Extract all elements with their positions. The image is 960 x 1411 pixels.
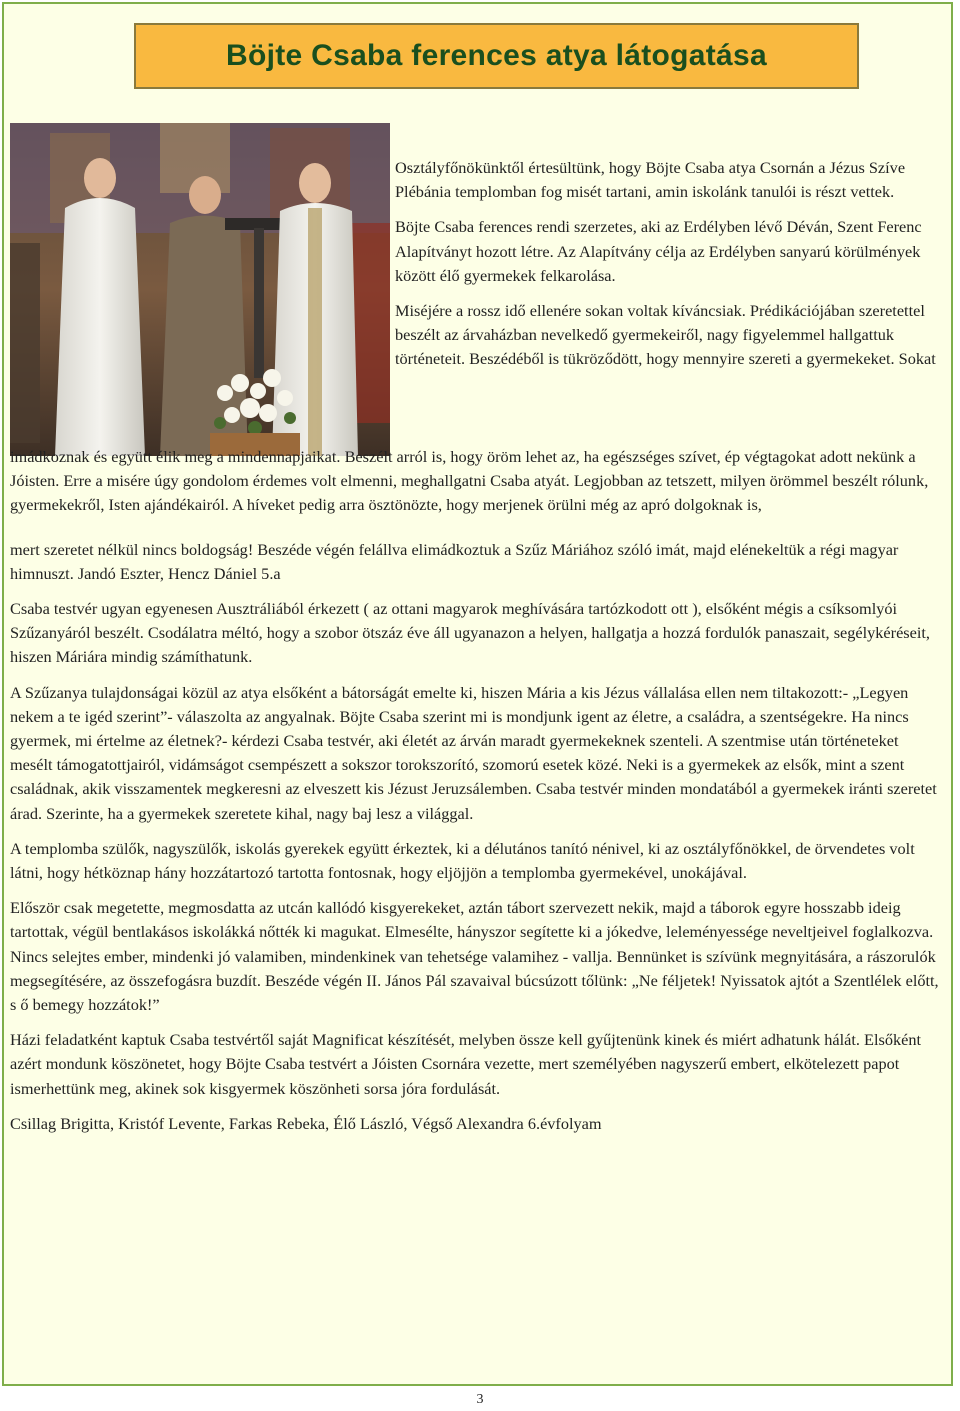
page-title: Böjte Csaba ferences atya látogatása bbox=[225, 39, 768, 72]
intro-paragraph: Böjte Csaba ferences rendi szerzetes, aki az Erdélyben lévő Déván, Szent Ferenc Alapítványt hozott létre. Az Alapítvány célja az Erdélyben sanyarú körülmények között élő gyermekek felkarolása. bbox=[395, 217, 922, 285]
intro-column bbox=[395, 156, 945, 383]
title-banner bbox=[134, 23, 859, 89]
body-paragraph: mert szeretet nélkül nincs boldogság! Beszéde végén felállva elimádkoztuk a Szűz Máriához szóló imát, majd elénekeltük a régi magyar himnuszt. Jandó Eszter, Hencz Dániel 5.a bbox=[10, 539, 899, 583]
article-body bbox=[10, 445, 945, 1147]
authors-line: Csillag Brigitta, Kristóf Levente, Farkas Rebeka, Élő László, Végső Alexandra 6.évfolyam bbox=[10, 1113, 602, 1133]
intro-paragraph: Osztályfőnökünktől értesültünk, hogy Böjte Csaba atya Csornán a Jézus Szíve Plébánia templomban fog misét tartani, amin iskolánk tanulói is részt vettek. bbox=[395, 158, 906, 202]
body-paragraph: Először csak megetette, megmosdatta az utcán kallódó kisgyerekeket, aztán tábort szervezett nekik, majd a táborok egyre hosszabb ideig tartottak, végül bentlakásos iskolákká nőtték ki magukat. Elmesélte, hányszor segítette ki a jókedve, leleményessége neveltjeivel foglalkozva. Nincs selejtes ember, mindenki jó valamiben, mindenkinek van tehetsége valamihez - vallja. Bennünket is szívünk megnyitására, a rászorulók megsegítésére, az összefogásra buzdít. Beszéde végén II. János Pál szavaival búcsúzott tőlünk: „Ne féljetek! Nyissatok ajtót a Szentlélek előtt, s ő bemegy hozzátok!” bbox=[10, 898, 939, 1015]
body-paragraph: A Szűzanya tulajdonságai közül az atya elsőként a bátorságát emelte ki, hiszen Mária a kis Jézus vállalása ellen nem tiltakozott:- „Legyen nekem a te igéd szerint”- válaszolta az angyalnak. Böjte Csaba szerint mi is mondjunk igent az életre, a családra, a szentségekre. Ha nincs gyermek, mi értelme az életnek?- kérdezi Csaba testvér, aki életét az árván maradt gyermekeknek szenteli. A szentmise után történeteket mesélt támogatottjairól, vidámságot csempészett a sokszor torokszorító, szomorú esetek közé. Neki is a gyermekek az elsők, mint a szent családnak, akik visszamentek megkeresni az elveszett kis Jézust Jeruzsálemben. Csaba testvér minden mondatából a gyermekek iránti szeretet árad. Szerinte, ha a gyermekek szeretete kihal, nagy baj lesz a világgal. bbox=[10, 682, 937, 823]
body-paragraph: imádkoznak és együtt élik meg a mindennapjaikat. Beszélt arról is, hogy öröm lehet az, ha egészséges szívet, ép végtagokat adott nekünk a Jóisten. Erre a misére úgy gondolom érdemes volt elmenni, meghallgatni Csaba atyát. Legjobban az tetszett, milyen örömmel beszélt rólunk, gyermekekről, Isten ajándékairól. A híveket pedig arra ösztönözte, hogy merjenek örülni még az apró dolgoknak is, bbox=[10, 447, 929, 515]
body-paragraph: Csaba testvér ugyan egyenesen Ausztráliából érkezett ( az ottani magyarok meghívására tartózkodott ott ), elsőként mégis a csíksomlyói Szűzanyáról beszélt. Csodálatra méltó, hogy a szobor ötszáz éve áll ugyanazon a helyen, hallgatja a hozzá fordulók panaszait, segélykéréseit, hiszen Máriára mindig számíthatunk. bbox=[10, 599, 930, 667]
page-number: 3 bbox=[476, 1392, 484, 1407]
church-photo bbox=[10, 123, 390, 456]
body-paragraph: A templomba szülők, nagyszülők, iskolás gyerekek együtt érkeztek, ki a délutános tanító nénivel, ki az osztályfőnökkel, de örvendetes volt látni, hogy hétköznap hány hozzátartozó tartotta fontosnak, hogy eljöjjön a templomba gyermekével, unokájával. bbox=[10, 838, 915, 883]
intro-paragraph: Miséjére a rossz idő ellenére sokan voltak kíváncsiak. Prédikációjában szeretettel beszélt az árvaházban nevelkedő gyermekeiről, nagy figyelemmel hallgattuk történeteit. Beszédéből is tükröződött, hogy mennyire szereti a gyermekeket. Sokat bbox=[395, 301, 936, 369]
body-paragraph: Házi feladatként kaptuk Csaba testvértől saját Magnificat készítését, melyben össze kell gyűjtenünk kinek és miért adhatunk hálát. Elsőként azért mondunk köszönetet, hogy Böjte Csaba testvért a Jóisten Csornára vezette, mert személyében nagyszerű embert, elkötelezett papot ismerhettünk meg, akinek sok kisgyermek köszönheti sorsa jóra fordulását. bbox=[10, 1030, 922, 1098]
